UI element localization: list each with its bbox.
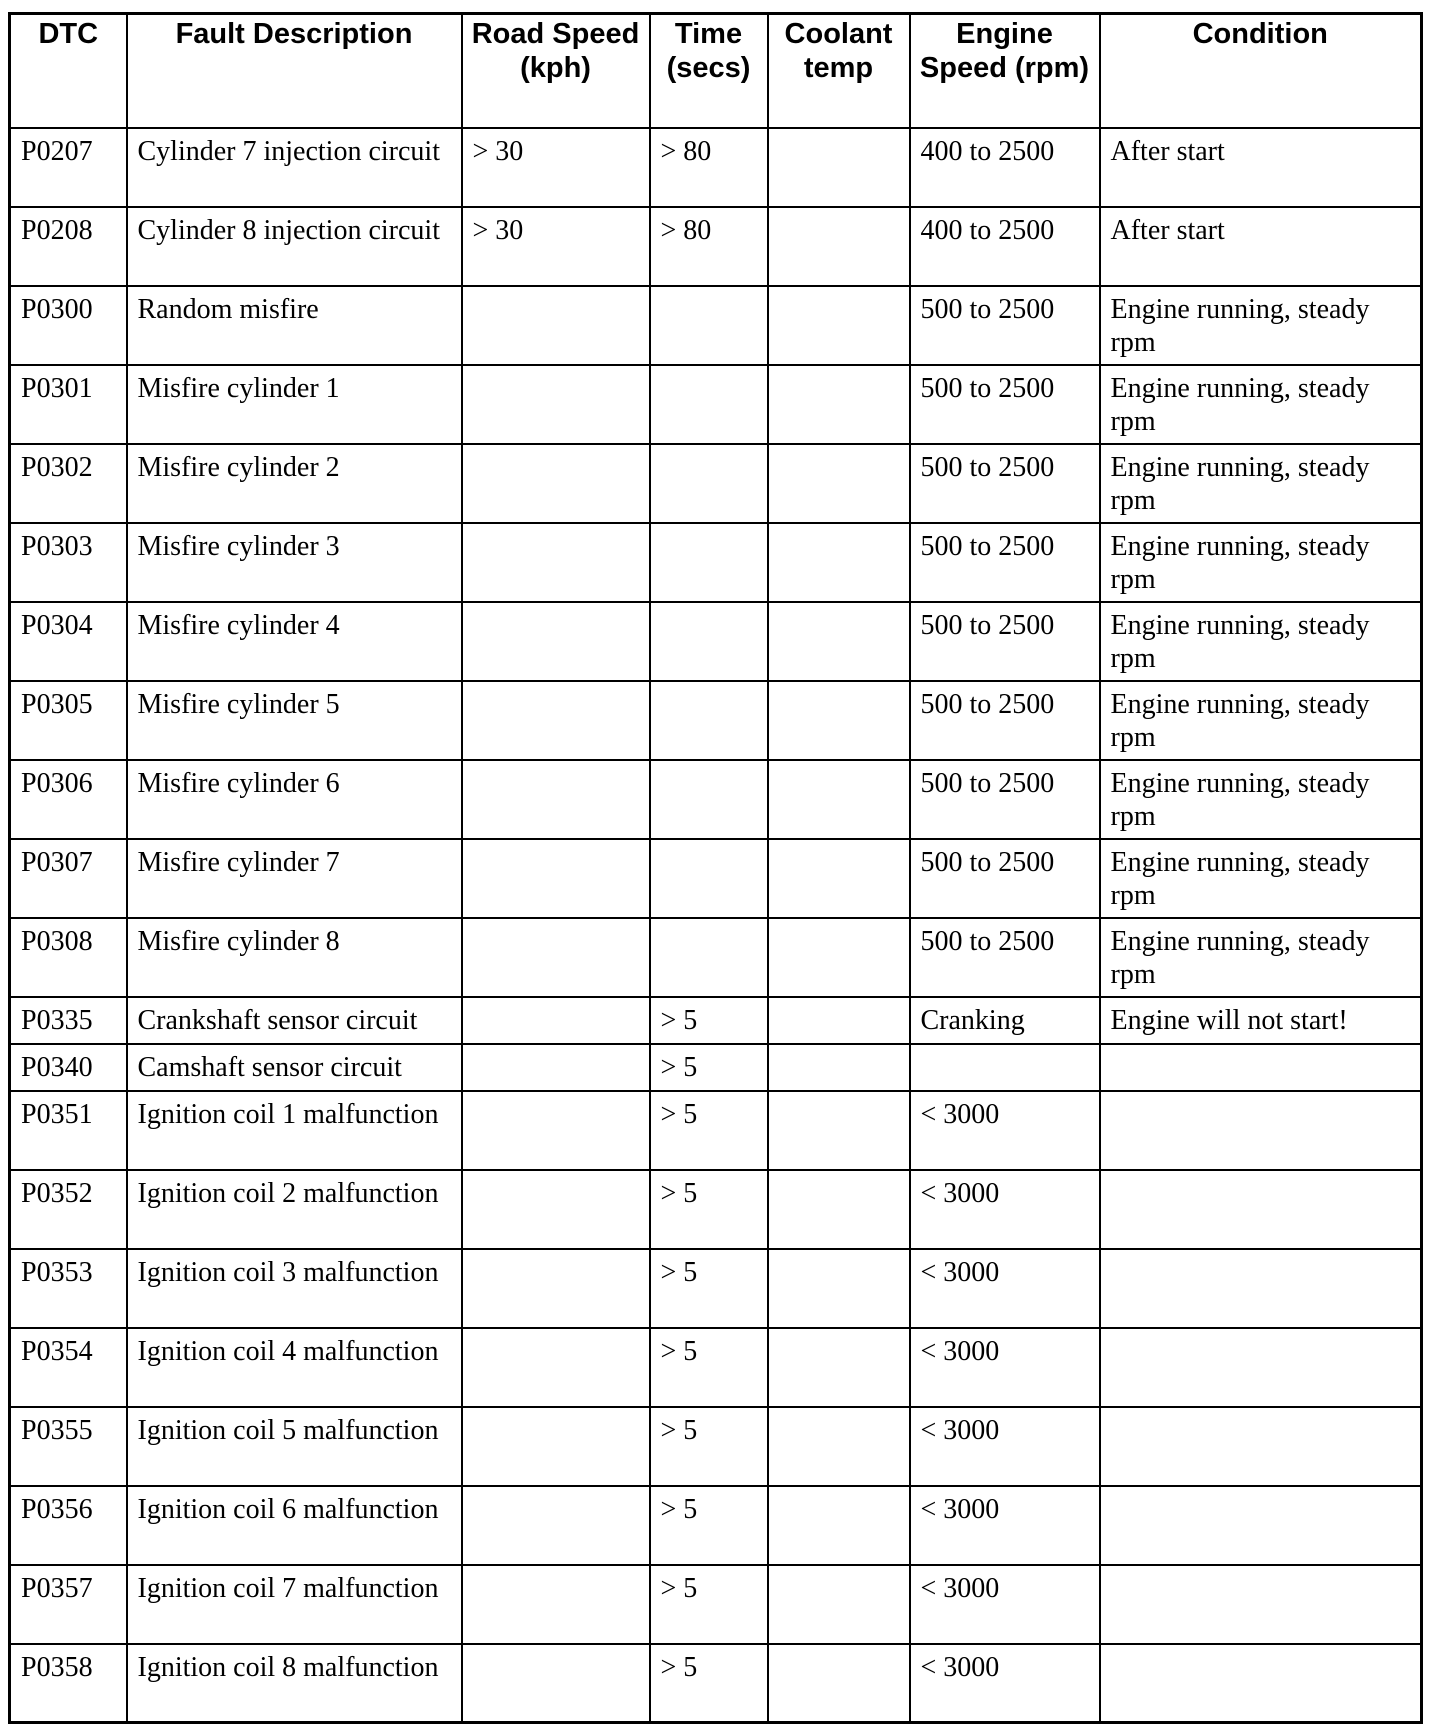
cell-engine-speed: 500 to 2500 — [910, 365, 1100, 444]
cell-engine-speed: < 3000 — [910, 1644, 1100, 1723]
cell-time: > 5 — [650, 1044, 768, 1091]
cell-time: > 5 — [650, 1407, 768, 1486]
cell-time — [650, 681, 768, 760]
cell-condition: Engine running, steady rpm — [1100, 760, 1422, 839]
cell-road-speed — [462, 365, 650, 444]
header-row — [10, 14, 1422, 128]
cell-condition — [1100, 1249, 1422, 1328]
cell-coolant-temp — [768, 207, 910, 286]
cell-condition: Engine running, steady rpm — [1100, 839, 1422, 918]
table-row — [10, 1091, 1422, 1170]
cell-engine-speed: < 3000 — [910, 1328, 1100, 1407]
cell-dtc: P0355 — [10, 1407, 127, 1486]
cell-dtc: P0358 — [10, 1644, 127, 1723]
cell-engine-speed: Cranking — [910, 997, 1100, 1044]
cell-time: > 5 — [650, 997, 768, 1044]
cell-engine-speed — [910, 1044, 1100, 1091]
cell-coolant-temp — [768, 760, 910, 839]
cell-engine-speed: 400 to 2500 — [910, 207, 1100, 286]
table-row — [10, 681, 1422, 760]
cell-condition: Engine running, steady rpm — [1100, 681, 1422, 760]
cell-road-speed — [462, 1486, 650, 1565]
cell-coolant-temp — [768, 1486, 910, 1565]
cell-dtc: P0304 — [10, 602, 127, 681]
cell-road-speed — [462, 918, 650, 997]
cell-dtc: P0340 — [10, 1044, 127, 1091]
table-row — [10, 286, 1422, 365]
cell-condition — [1100, 1486, 1422, 1565]
cell-time: > 5 — [650, 1486, 768, 1565]
cell-engine-speed: < 3000 — [910, 1407, 1100, 1486]
cell-coolant-temp — [768, 128, 910, 207]
cell-time — [650, 444, 768, 523]
cell-time — [650, 918, 768, 997]
cell-description: Ignition coil 3 malfunction — [127, 1249, 462, 1328]
cell-time: > 5 — [650, 1091, 768, 1170]
dtc-table-page — [8, 12, 1420, 1720]
cell-engine-speed: < 3000 — [910, 1170, 1100, 1249]
cell-coolant-temp — [768, 1644, 910, 1723]
header-road-speed: Road Speed (kph) — [462, 14, 650, 128]
cell-description: Misfire cylinder 6 — [127, 760, 462, 839]
cell-road-speed — [462, 1407, 650, 1486]
cell-condition — [1100, 1644, 1422, 1723]
cell-dtc: P0352 — [10, 1170, 127, 1249]
cell-dtc: P0208 — [10, 207, 127, 286]
cell-road-speed — [462, 1565, 650, 1644]
table-row — [10, 1565, 1422, 1644]
cell-time: > 5 — [650, 1644, 768, 1723]
cell-coolant-temp — [768, 681, 910, 760]
cell-road-speed: > 30 — [462, 207, 650, 286]
cell-road-speed — [462, 602, 650, 681]
cell-condition — [1100, 1407, 1422, 1486]
cell-dtc: P0335 — [10, 997, 127, 1044]
cell-road-speed — [462, 1328, 650, 1407]
cell-condition: Engine running, steady rpm — [1100, 523, 1422, 602]
cell-engine-speed: 500 to 2500 — [910, 286, 1100, 365]
cell-condition: Engine running, steady rpm — [1100, 918, 1422, 997]
table-row — [10, 760, 1422, 839]
cell-description: Cylinder 7 injection circuit — [127, 128, 462, 207]
cell-engine-speed: 500 to 2500 — [910, 444, 1100, 523]
cell-condition: After start — [1100, 128, 1422, 207]
cell-time: > 5 — [650, 1170, 768, 1249]
cell-road-speed — [462, 1644, 650, 1723]
cell-road-speed — [462, 444, 650, 523]
cell-engine-speed: 500 to 2500 — [910, 681, 1100, 760]
cell-description: Cylinder 8 injection circuit — [127, 207, 462, 286]
cell-dtc: P0354 — [10, 1328, 127, 1407]
cell-condition — [1100, 1565, 1422, 1644]
cell-description: Misfire cylinder 7 — [127, 839, 462, 918]
cell-coolant-temp — [768, 523, 910, 602]
header-time: Time (secs) — [650, 14, 768, 128]
cell-dtc: P0356 — [10, 1486, 127, 1565]
table-row — [10, 839, 1422, 918]
cell-dtc: P0302 — [10, 444, 127, 523]
cell-time — [650, 602, 768, 681]
cell-coolant-temp — [768, 1407, 910, 1486]
cell-engine-speed: 500 to 2500 — [910, 523, 1100, 602]
header-condition: Condition — [1100, 14, 1422, 128]
cell-description: Misfire cylinder 8 — [127, 918, 462, 997]
table-row — [10, 1249, 1422, 1328]
cell-coolant-temp — [768, 365, 910, 444]
cell-dtc: P0207 — [10, 128, 127, 207]
table-row — [10, 128, 1422, 207]
header-dtc: DTC — [10, 14, 127, 128]
cell-coolant-temp — [768, 997, 910, 1044]
cell-dtc: P0303 — [10, 523, 127, 602]
cell-condition: Engine running, steady rpm — [1100, 602, 1422, 681]
cell-condition: Engine running, steady rpm — [1100, 286, 1422, 365]
cell-coolant-temp — [768, 602, 910, 681]
cell-dtc: P0307 — [10, 839, 127, 918]
cell-road-speed — [462, 523, 650, 602]
cell-description: Misfire cylinder 4 — [127, 602, 462, 681]
cell-road-speed — [462, 1091, 650, 1170]
cell-road-speed — [462, 839, 650, 918]
cell-dtc: P0351 — [10, 1091, 127, 1170]
cell-time: > 80 — [650, 207, 768, 286]
cell-dtc: P0308 — [10, 918, 127, 997]
cell-description: Misfire cylinder 3 — [127, 523, 462, 602]
cell-road-speed: > 30 — [462, 128, 650, 207]
cell-coolant-temp — [768, 1249, 910, 1328]
table-row — [10, 1328, 1422, 1407]
cell-dtc: P0301 — [10, 365, 127, 444]
cell-time — [650, 365, 768, 444]
cell-description: Misfire cylinder 2 — [127, 444, 462, 523]
cell-engine-speed: < 3000 — [910, 1565, 1100, 1644]
cell-condition — [1100, 1328, 1422, 1407]
table-row — [10, 918, 1422, 997]
cell-condition: Engine running, steady rpm — [1100, 365, 1422, 444]
cell-coolant-temp — [768, 1328, 910, 1407]
table-row — [10, 1407, 1422, 1486]
cell-road-speed — [462, 286, 650, 365]
table-row — [10, 1170, 1422, 1249]
cell-engine-speed: 500 to 2500 — [910, 918, 1100, 997]
cell-coolant-temp — [768, 1170, 910, 1249]
cell-engine-speed: 500 to 2500 — [910, 602, 1100, 681]
cell-coolant-temp — [768, 839, 910, 918]
cell-time — [650, 286, 768, 365]
table-row — [10, 207, 1422, 286]
cell-description: Camshaft sensor circuit — [127, 1044, 462, 1091]
cell-engine-speed: 500 to 2500 — [910, 839, 1100, 918]
table-row — [10, 365, 1422, 444]
cell-description: Ignition coil 1 malfunction — [127, 1091, 462, 1170]
table-row — [10, 1486, 1422, 1565]
cell-time — [650, 523, 768, 602]
cell-engine-speed: < 3000 — [910, 1091, 1100, 1170]
cell-road-speed — [462, 1249, 650, 1328]
cell-road-speed — [462, 760, 650, 839]
cell-engine-speed: < 3000 — [910, 1486, 1100, 1565]
cell-time: > 5 — [650, 1328, 768, 1407]
cell-dtc: P0357 — [10, 1565, 127, 1644]
cell-condition — [1100, 1170, 1422, 1249]
cell-dtc: P0300 — [10, 286, 127, 365]
header-coolant-temp: Coolant temp — [768, 14, 910, 128]
table-row — [10, 444, 1422, 523]
header-fault-description: Fault Description — [127, 14, 462, 128]
cell-coolant-temp — [768, 1565, 910, 1644]
cell-dtc: P0353 — [10, 1249, 127, 1328]
cell-condition: After start — [1100, 207, 1422, 286]
cell-description: Random misfire — [127, 286, 462, 365]
cell-time — [650, 839, 768, 918]
cell-time: > 5 — [650, 1565, 768, 1644]
table-row — [10, 1644, 1422, 1723]
cell-coolant-temp — [768, 444, 910, 523]
cell-road-speed — [462, 1170, 650, 1249]
table-row — [10, 997, 1422, 1044]
cell-description: Ignition coil 7 malfunction — [127, 1565, 462, 1644]
cell-coolant-temp — [768, 918, 910, 997]
cell-condition: Engine will not start! — [1100, 997, 1422, 1044]
cell-time — [650, 760, 768, 839]
cell-coolant-temp — [768, 1091, 910, 1170]
cell-description: Crankshaft sensor circuit — [127, 997, 462, 1044]
cell-description: Ignition coil 2 malfunction — [127, 1170, 462, 1249]
table-row — [10, 523, 1422, 602]
cell-dtc: P0305 — [10, 681, 127, 760]
cell-description: Ignition coil 4 malfunction — [127, 1328, 462, 1407]
cell-engine-speed: 500 to 2500 — [910, 760, 1100, 839]
cell-time: > 5 — [650, 1249, 768, 1328]
cell-description: Misfire cylinder 5 — [127, 681, 462, 760]
cell-engine-speed: 400 to 2500 — [910, 128, 1100, 207]
table-row — [10, 602, 1422, 681]
header-engine-speed: Engine Speed (rpm) — [910, 14, 1100, 128]
cell-description: Ignition coil 8 malfunction — [127, 1644, 462, 1723]
cell-condition — [1100, 1091, 1422, 1170]
cell-coolant-temp — [768, 1044, 910, 1091]
cell-condition — [1100, 1044, 1422, 1091]
cell-time: > 80 — [650, 128, 768, 207]
cell-description: Misfire cylinder 1 — [127, 365, 462, 444]
cell-dtc: P0306 — [10, 760, 127, 839]
cell-coolant-temp — [768, 286, 910, 365]
cell-engine-speed: < 3000 — [910, 1249, 1100, 1328]
cell-description: Ignition coil 6 malfunction — [127, 1486, 462, 1565]
cell-road-speed — [462, 997, 650, 1044]
cell-condition: Engine running, steady rpm — [1100, 444, 1422, 523]
cell-road-speed — [462, 681, 650, 760]
cell-description: Ignition coil 5 malfunction — [127, 1407, 462, 1486]
cell-road-speed — [462, 1044, 650, 1091]
table-row — [10, 1044, 1422, 1091]
dtc-table — [8, 12, 1423, 1724]
